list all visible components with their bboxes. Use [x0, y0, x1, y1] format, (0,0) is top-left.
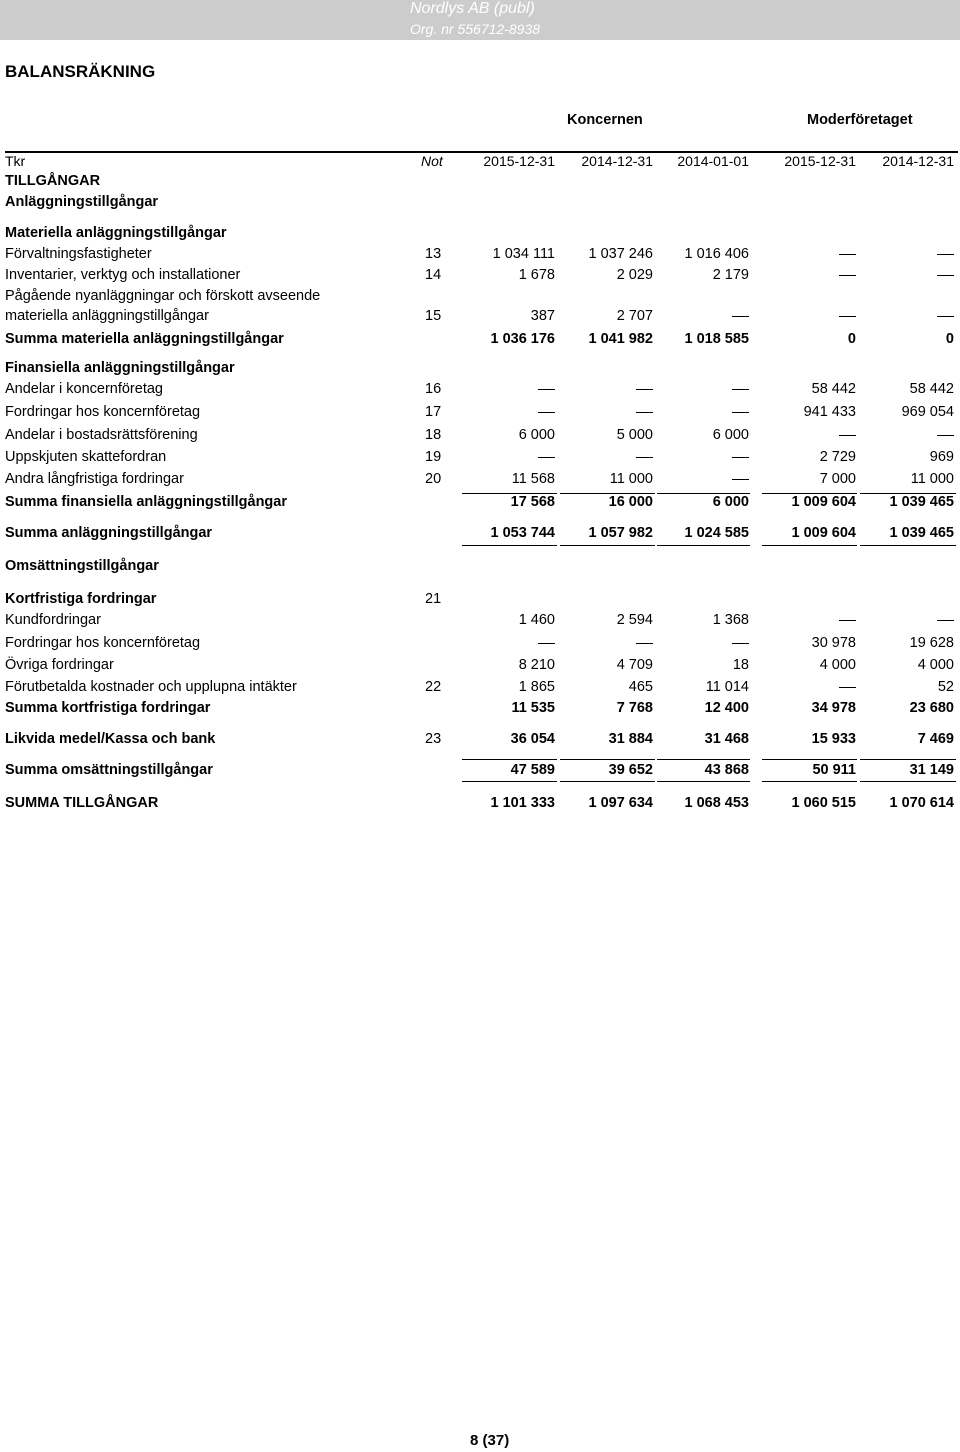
col-kon-2014: 2014-12-31 [581, 153, 653, 169]
row-value: 969 [929, 449, 954, 465]
row-label: Pågående nyanläggningar och förskott avseende [5, 288, 321, 304]
table-row [0, 246, 960, 266]
subtotal-rule [762, 781, 857, 782]
row-value: 1 034 111 [492, 246, 555, 262]
row-value: 31 149 [909, 762, 954, 778]
row-value: 6 000 [712, 427, 749, 443]
row-value: 16 000 [608, 494, 653, 510]
row-value: 7 000 [819, 471, 856, 487]
row-value: 11 535 [511, 700, 555, 716]
row-value [839, 612, 856, 628]
row-value [839, 267, 856, 283]
subtotal-rule [657, 493, 750, 494]
row-value: 47 589 [510, 762, 555, 778]
table-row [0, 449, 960, 469]
company-name: Nordlys AB (publ) [410, 0, 535, 17]
table-row [0, 331, 960, 351]
row-value: 1 009 604 [791, 494, 856, 510]
row-value: 1 039 465 [889, 525, 954, 541]
row-value: 58 442 [909, 381, 954, 397]
row-label: Summa materiella anläggningstillgångar [5, 331, 284, 347]
subtotal-rule [560, 493, 655, 494]
row-value [538, 404, 555, 420]
table-row [0, 558, 960, 578]
row-label: Kundfordringar [5, 612, 101, 628]
row-value: 50 911 [812, 762, 856, 778]
row-value: 1 068 453 [684, 795, 749, 811]
table-row [0, 525, 960, 545]
row-value [732, 635, 749, 651]
row-value: 11 000 [910, 471, 954, 487]
dash-mark [937, 316, 954, 317]
row-label: Summa omsättningstillgångar [5, 762, 213, 778]
subtotal-rule [860, 759, 956, 760]
table-row [0, 360, 960, 380]
subtotal-rule [560, 545, 655, 546]
row-value [732, 471, 749, 487]
table-row [0, 471, 960, 491]
dash-mark [839, 254, 856, 255]
row-value: 1 009 604 [791, 525, 856, 541]
row-value: 1 057 982 [588, 525, 653, 541]
row-label: Fordringar hos koncernföretag [5, 404, 201, 420]
row-label: materiella anläggningstillgångar [5, 308, 209, 324]
row-value: 0 [847, 331, 856, 347]
row-value [937, 612, 954, 628]
row-label: Övriga fordringar [5, 657, 114, 673]
dash-mark [732, 316, 749, 317]
row-value [732, 449, 749, 465]
group-koncernen: Koncernen [567, 112, 643, 128]
row-note: 13 [425, 246, 442, 262]
row-note: 14 [425, 267, 442, 283]
row-value: 11 014 [705, 679, 749, 695]
table-row [0, 173, 960, 193]
subtotal-rule [462, 759, 557, 760]
table-row [0, 657, 960, 677]
subtotal-rule [657, 545, 750, 546]
subtotal-rule [462, 781, 557, 782]
row-note: 21 [425, 591, 442, 607]
row-value [538, 381, 555, 397]
table-row [0, 308, 960, 328]
table-row [0, 381, 960, 401]
row-value: 11 000 [609, 471, 653, 487]
row-value [937, 427, 954, 443]
row-value: 1 101 333 [490, 795, 555, 811]
subtotal-rule [462, 545, 557, 546]
row-value: 465 [628, 679, 653, 695]
row-value: 1 070 614 [889, 795, 954, 811]
dash-mark [732, 643, 749, 644]
dash-mark [538, 643, 555, 644]
row-note: 15 [425, 308, 442, 324]
row-value: 34 978 [811, 700, 856, 716]
row-value: 1 097 634 [588, 795, 653, 811]
row-value: 4 000 [819, 657, 856, 673]
row-value: 23 680 [909, 700, 954, 716]
row-value [538, 449, 555, 465]
table-row [0, 194, 960, 214]
row-value [636, 381, 653, 397]
row-label: Summa anläggningstillgångar [5, 525, 213, 541]
row-label: Finansiella anläggningstillgångar [5, 360, 235, 376]
row-note: 22 [425, 679, 442, 695]
dash-mark [732, 412, 749, 413]
row-value [839, 427, 856, 443]
row-value [636, 404, 653, 420]
table-row [0, 679, 960, 699]
row-value: 36 054 [510, 731, 555, 747]
row-value [839, 308, 856, 324]
row-value [636, 449, 653, 465]
row-value: 39 652 [608, 762, 653, 778]
row-value [732, 404, 749, 420]
dash-mark [732, 479, 749, 480]
table-row [0, 591, 960, 611]
row-value [937, 246, 954, 262]
row-value [636, 635, 653, 651]
row-value: 1 460 [518, 612, 555, 628]
row-label: Summa kortfristiga fordringar [5, 700, 211, 716]
dash-mark [538, 389, 555, 390]
row-value: 12 400 [704, 700, 749, 716]
dash-mark [937, 254, 954, 255]
row-label: Andelar i bostadsrättsförening [5, 427, 198, 443]
dash-mark [538, 412, 555, 413]
row-value: 6 000 [712, 494, 749, 510]
row-value: 1 039 465 [889, 494, 954, 510]
row-label: Förutbetalda kostnader och upplupna intäkter [5, 679, 297, 695]
row-label: Inventarier, verktyg och installationer [5, 267, 241, 283]
row-value: 19 628 [909, 635, 954, 651]
row-value [937, 308, 954, 324]
row-value: 6 000 [518, 427, 555, 443]
dash-mark [839, 687, 856, 688]
table-row [0, 404, 960, 424]
row-value: 7 768 [616, 700, 653, 716]
subtotal-rule [762, 493, 857, 494]
dash-mark [937, 435, 954, 436]
subtotal-rule [762, 759, 857, 760]
group-moderforetaget: Moderföretaget [807, 112, 913, 128]
table-row [0, 494, 960, 514]
row-value: 0 [945, 331, 954, 347]
row-value: 2 707 [616, 308, 653, 324]
subtotal-rule [560, 781, 655, 782]
dash-mark [732, 457, 749, 458]
row-label: Kortfristiga fordringar [5, 591, 157, 607]
table-row [0, 267, 960, 287]
row-value: 1 053 744 [490, 525, 555, 541]
row-value: 43 868 [704, 762, 749, 778]
row-value: 17 568 [510, 494, 555, 510]
row-value: 1 037 246 [588, 246, 653, 262]
row-value: 4 000 [917, 657, 954, 673]
row-label: Fordringar hos koncernföretag [5, 635, 201, 651]
dash-mark [538, 457, 555, 458]
row-value: 2 179 [712, 267, 749, 283]
row-note: 16 [425, 381, 442, 397]
row-value [732, 381, 749, 397]
row-note: 23 [425, 731, 442, 747]
row-value: 7 469 [917, 731, 954, 747]
row-value: 1 018 585 [684, 331, 749, 347]
dash-mark [839, 620, 856, 621]
row-label: Andelar i koncernföretag [5, 381, 163, 397]
row-value: 31 884 [608, 731, 653, 747]
org-number: Org. nr 556712-8938 [410, 21, 540, 37]
row-value: 31 468 [704, 731, 749, 747]
subtotal-rule [860, 545, 956, 546]
col-mod-2014: 2014-12-31 [882, 153, 954, 169]
row-label: Förvaltningsfastigheter [5, 246, 152, 262]
row-note: 17 [425, 404, 442, 420]
table-row [0, 762, 960, 782]
row-value: 8 210 [518, 657, 555, 673]
row-value: 15 933 [811, 731, 856, 747]
row-value: 52 [937, 679, 954, 695]
row-label: TILLGÅNGAR [5, 173, 101, 189]
row-value: 18 [732, 657, 749, 673]
row-note: 20 [425, 471, 442, 487]
dash-mark [636, 389, 653, 390]
row-value [937, 267, 954, 283]
row-value: 1 036 176 [490, 331, 555, 347]
row-label: SUMMA TILLGÅNGAR [5, 795, 159, 811]
dash-mark [636, 457, 653, 458]
table-row [0, 288, 960, 308]
row-value: 1 368 [712, 612, 749, 628]
table-row [0, 795, 960, 815]
table-row [0, 225, 960, 245]
col-unit: Tkr [5, 153, 26, 169]
row-value: 4 709 [616, 657, 653, 673]
row-value: 2 594 [616, 612, 653, 628]
col-mod-2015: 2015-12-31 [784, 153, 856, 169]
dash-mark [732, 389, 749, 390]
col-kon-2014-01: 2014-01-01 [677, 153, 749, 169]
row-note: 19 [425, 449, 442, 465]
row-value: 2 729 [819, 449, 856, 465]
row-value: 1 041 982 [588, 331, 653, 347]
page-number: 8 (37) [470, 1432, 510, 1449]
row-value: 1 024 585 [684, 525, 749, 541]
row-value: 1 678 [518, 267, 555, 283]
table-row [0, 700, 960, 720]
col-kon-2015: 2015-12-31 [483, 153, 555, 169]
subtotal-rule [860, 781, 956, 782]
row-value: 1 060 515 [791, 795, 856, 811]
row-label: Uppskjuten skattefordran [5, 449, 167, 465]
row-value: 11 568 [511, 471, 555, 487]
row-note: 18 [425, 427, 442, 443]
subtotal-rule [657, 781, 750, 782]
row-value: 1 016 406 [684, 246, 749, 262]
subtotal-rule [860, 493, 956, 494]
row-value [839, 679, 856, 695]
dash-mark [937, 620, 954, 621]
dash-mark [839, 316, 856, 317]
row-value [839, 246, 856, 262]
table-row [0, 731, 960, 751]
row-label: Andra långfristiga fordringar [5, 471, 184, 487]
subtotal-rule [762, 545, 857, 546]
row-value: 30 978 [811, 635, 856, 651]
table-row [0, 427, 960, 447]
row-label: Anläggningstillgångar [5, 194, 159, 210]
row-label: Omsättningstillgångar [5, 558, 159, 574]
col-not: Not [421, 153, 443, 169]
subtotal-rule [462, 493, 557, 494]
row-value [538, 635, 555, 651]
dash-mark [636, 412, 653, 413]
row-value [732, 308, 749, 324]
row-label: Likvida medel/Kassa och bank [5, 731, 216, 747]
table-row [0, 635, 960, 655]
row-value: 941 433 [803, 404, 856, 420]
row-value: 387 [530, 308, 555, 324]
row-value: 969 054 [901, 404, 954, 420]
row-value: 58 442 [811, 381, 856, 397]
dash-mark [839, 435, 856, 436]
row-label: Materiella anläggningstillgångar [5, 225, 227, 241]
dash-mark [839, 275, 856, 276]
dash-mark [636, 643, 653, 644]
table-row [0, 612, 960, 632]
row-value: 5 000 [616, 427, 653, 443]
subtotal-rule [657, 759, 750, 760]
subtotal-rule [560, 759, 655, 760]
page-header [0, 0, 960, 40]
row-value: 1 865 [518, 679, 555, 695]
dash-mark [937, 275, 954, 276]
row-label: Summa finansiella anläggningstillgångar [5, 494, 287, 510]
row-value: 2 029 [616, 267, 653, 283]
page-title: BALANSRÄKNING [5, 62, 156, 81]
